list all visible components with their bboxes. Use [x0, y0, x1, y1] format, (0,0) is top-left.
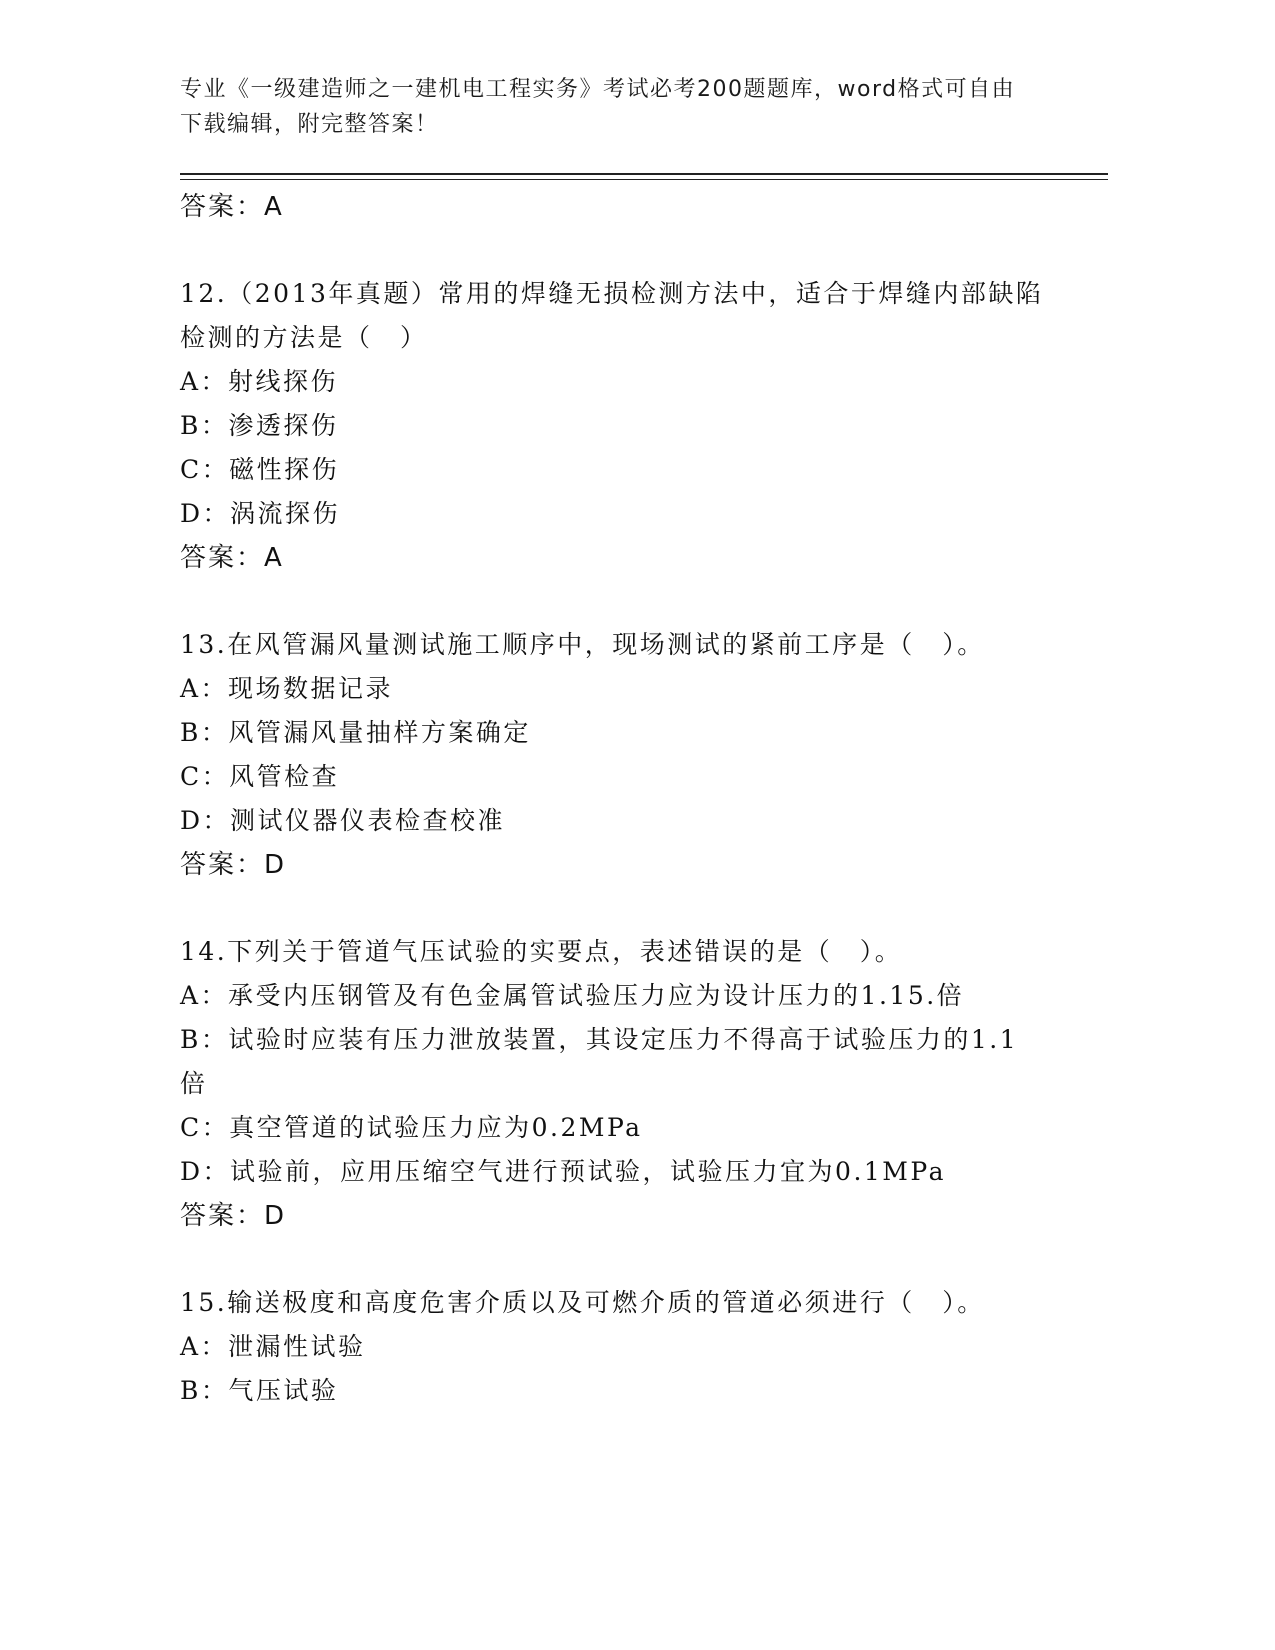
question-block	[180, 1281, 1080, 1413]
option-a: A：现场数据记录	[180, 674, 394, 703]
header-rule-thick	[180, 173, 1108, 175]
answer-line: 答案：D	[180, 1201, 287, 1231]
option-a: A：承受内压钢管及有色金属管试验压力应为设计压力的1.15.倍	[180, 981, 965, 1010]
document-header	[180, 72, 1040, 142]
question-block	[180, 930, 1080, 1238]
option-b: B：渗透探伤	[180, 411, 339, 440]
option-c: C：磁性探伤	[180, 455, 340, 484]
option-b: B：气压试验	[180, 1376, 339, 1405]
question-block	[180, 272, 1080, 580]
question-stem: 检测的方法是（ ）	[180, 323, 428, 352]
option-a: A：泄漏性试验	[180, 1332, 366, 1361]
question-list	[180, 185, 1080, 1413]
question-stem: 14.下列关于管道气压试验的实要点，表述错误的是（ ）。	[180, 937, 903, 966]
option-b: B：试验时应装有压力泄放装置，其设定压力不得高于试验压力的1.1	[180, 1025, 1019, 1054]
option-c: C：真空管道的试验压力应为0.2MPa	[180, 1113, 643, 1142]
previous-answer: 答案：A	[180, 192, 284, 222]
header-line-2: 下载编辑，附完整答案！	[180, 112, 439, 137]
option-a: A：射线探伤	[180, 367, 339, 396]
question-stem: 13.在风管漏风量测试施工顺序中，现场测试的紧前工序是（ ）。	[180, 630, 985, 659]
option-d: D：试验前，应用压缩空气进行预试验，试验压力宜为0.1MPa	[180, 1157, 947, 1186]
option-c: C：风管检查	[180, 762, 340, 791]
option-d: D：测试仪器仪表检查校准	[180, 806, 506, 835]
question-stem: 15.输送极度和高度危害介质以及可燃介质的管道必须进行（ ）。	[180, 1288, 985, 1317]
answer-line: 答案：A	[180, 543, 284, 573]
question-block	[180, 623, 1080, 887]
question-stem: 12.（2013年真题）常用的焊缝无损检测方法中，适合于焊缝内部缺陷	[180, 279, 1044, 308]
option-b: B：风管漏风量抽样方案确定	[180, 718, 531, 747]
answer-line: 答案：D	[180, 850, 287, 880]
option-b-continued: 倍	[180, 1069, 208, 1098]
option-d: D：涡流探伤	[180, 499, 341, 528]
header-rule-thin	[180, 179, 1108, 180]
header-line-1: 专业《一级建造师之一建机电工程实务》考试必考200题题库，word格式可自由	[180, 77, 1016, 102]
